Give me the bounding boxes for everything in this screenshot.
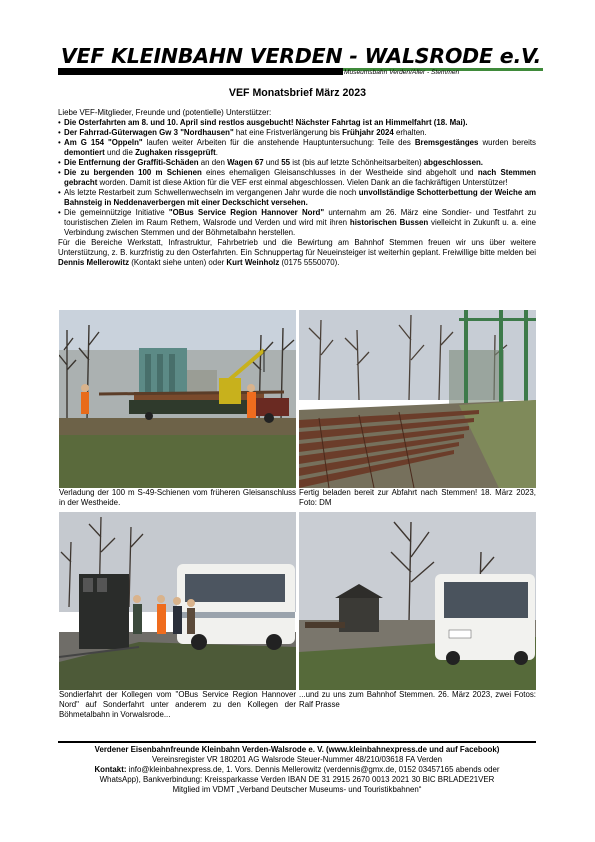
emphasis-text: Frühjahr 2024 [342,128,394,137]
emphasis-text: Kurt Weinholz [226,258,280,267]
newsletter-subtitle: Museumsbahn Verden/Aller - Stemmen [344,69,460,76]
news-item: • Die zu bergenden 100 m Schienen eines ehemaligen Gleisanschlusses in der Westheide sind abgeholt und nach Stemmen gebracht worden. Damit ist diese Aktion für die VEF erst einmal abgeschlossen. Vielen Dank an die fachkräftigen Unterstützer! [58,168,536,188]
emphasis-text: Am G 154 "Oppeln" [64,138,143,147]
news-item: • Die gemeinnützige Initiative "OBus Service Region Hannover Nord" unternahm am 26. März eine Sondier- und Testfahrt zu touristischen Zielen im Raum Rethem, Walsrode und Verden und wird mit ihren historischen Bussen vielleicht in Zukunft u. a. eine Verbindung zwischen Stemmen und der Böhmetalbahn herstellen. [58,208,536,238]
footer [58,745,536,795]
footer-bank-line: WhatsApp), Bankverbindung: Kreissparkasse Verden IBAN DE 31 2915 2670 0013 2021 30 BIC BRLADE21VER [99,775,495,784]
emphasis-text: 55 [281,158,291,167]
closing-paragraph: Für die Bereiche Werkstatt, Infrastruktur, Fahrbetrieb und die Bewirtung am Bahnhof Stemmen freuen wir uns über weitere Unterstützung, z. B. kurzfristig zu den Osterfahrten. Ein Schnuppertag für Neueinsteiger ist weiterhin geplant. Freiwillige bitte melden bei Dennis Mellerowitz (Kontakt siehe unten) oder Kurt Weinholz (0175 5550070). [58,238,536,267]
news-item: • Als letzte Restarbeit zum Schwellenwechseln im vergangenen Jahr wurde die noch unvollständige Schotterbettung der Weiche am Bahnsteig in Neddenaverbergen mit einer Deckschicht versehen. [58,188,536,208]
photo-caption-2: Fertig beladen bereit zur Abfahrt nach Stemmen! 18. März 2023, Foto: DM [299,488,536,507]
news-item: • Die Entfernung der Graffiti-Schäden an den Wagen 67 und 55 ist (bis auf letzte Schönheitsarbeiten) abgeschlossen. [58,158,536,168]
photo-caption-3: Sondierfahrt der Kollegen vom "OBus Service Region Hannover Nord" auf Sonderfahrt unter anderem zu den Kollegen der Böhmetalbahn in Vorwalsrode... [59,690,296,719]
emphasis-text: Dennis Mellerowitz [58,258,130,267]
footer-membership-line: Mitglied im VDMT „Verband Deutscher Museums- und Touristikbahnen“ [172,785,422,794]
emphasis-text: historischen Bussen [349,218,429,227]
footer-contact-line [58,765,536,775]
title-underline-bar [58,68,343,75]
footer-divider [58,741,536,743]
emphasis-text: Die Osterfahrten am 8. und 10. April sind restlos ausgebucht! Nächster Fahrtag ist an Himmelfahrt (18. Mai). [64,118,468,127]
photo-caption-1: Verladung der 100 m S-49-Schienen vom früheren Gleisanschluss in der Westheide. [59,488,296,507]
photo-rail-loading [59,310,296,488]
news-item [58,118,536,128]
emphasis-text: Wagen 67 [227,158,264,167]
photo-bus-stemmen [299,512,536,690]
emphasis-text: unvollständige Schotterbettung der Weiche am Bahnsteig in Neddenaverbergen mit einer Deckschicht versehen. [64,188,537,207]
photo-loaded-wagon [299,310,536,488]
news-list [58,118,536,238]
news-item: • Der Fahrrad-Güterwagen Gw 3 "Nordhausen" hat eine Fristverlängerung bis Frühjahr 2024 erhalten. [58,128,536,138]
footer-association-line: Verdener Eisenbahnfreunde Kleinbahn Verden-Walsrode e. V. (www.kleinbahnexpress.de und auf Facebook) [94,745,500,754]
greeting: Liebe VEF-Mitglieder, Freunde und (potentielle) Unterstützer: [58,108,272,117]
emphasis-text: demontiert [64,148,105,157]
photo-bus-boehmetalbahn [59,512,296,690]
photo-caption-4: ...und zu uns zum Bahnhof Stemmen. 26. März 2023, zwei Fotos: Ralf Prasse [299,690,536,709]
emphasis-text: Zughaken rissgeprüft [135,148,216,157]
footer-contact-label: Kontakt: [94,765,127,774]
emphasis-text: Die Entfernung der Graffiti-Schäden [64,158,199,167]
emphasis-text: Bremsgestänges [414,138,479,147]
news-item: • Am G 154 "Oppeln" laufen weiter Arbeiten für die anstehende Hauptuntersuchung: Teile des Bremsgestänges wurden bereits demontiert und die Zughaken rissgeprüft. [58,138,536,158]
newsletter-body [58,108,536,268]
newsletter-title: VEF KLEINBAHN VERDEN - WALSRODE e.V. [60,44,542,68]
emphasis-text: abgeschlossen. [423,158,483,167]
page-heading: VEF Monatsbrief März 2023 [228,87,367,99]
footer-registry-line: Vereinsregister VR 180201 AG Walsrode Steuer-Nummer 48/210/03618 FA Verden [151,755,443,764]
emphasis-text: "OBus Service Region Hannover Nord" [168,208,325,217]
emphasis-text: nach Stemmen gebracht [64,168,536,187]
footer-contact-text: info@kleinbahnexpress.de, 1. Vors. Dennis Mellerowitz (verdennis@gmx.de, 0152 03457165 abends oder [126,765,500,774]
emphasis-text: Die zu bergenden 100 m Schienen [64,168,202,177]
emphasis-text: Der Fahrrad-Güterwagen Gw 3 "Nordhausen" [64,128,234,137]
